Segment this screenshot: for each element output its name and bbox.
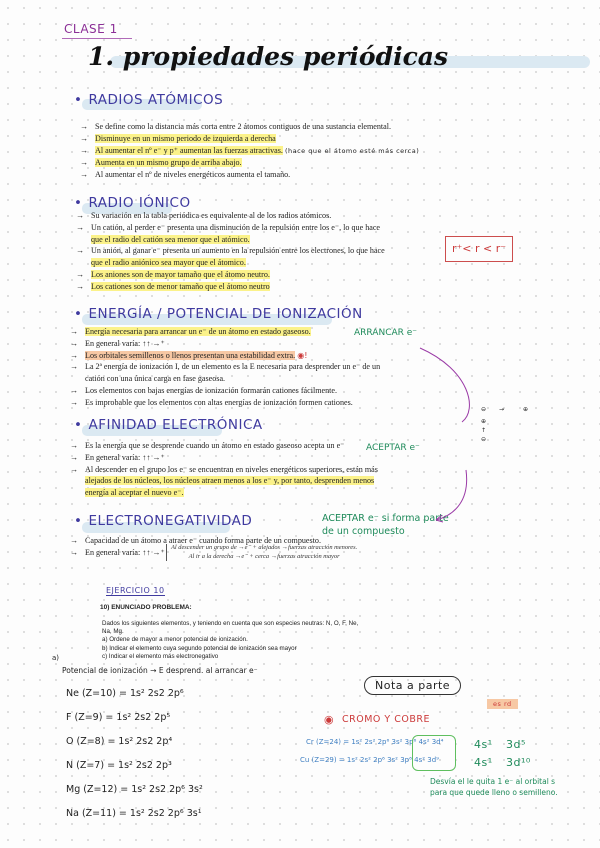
list-item: → Al descender en el grupo los e⁻ se encuentran en niveles energéticos superiores, están más: [70, 464, 378, 474]
cu-result-3d: 3d¹⁰: [506, 756, 531, 769]
list-item-text: energía al aceptar el nuevo e⁻.: [85, 488, 184, 498]
bracket-line: Al descender un grupo de →e⁻ + alejados →fuerzas atracción menores.: [171, 544, 358, 551]
cr-config: Cr (Z=24) = 1s² 2s² 2p⁶ 3s² 3p⁶ 4s² 3d⁴: [306, 738, 444, 746]
cu-config: Cu (Z=29) = 1s² 2s² 2p⁶ 3s² 3p⁶ 4s² 3d⁹: [300, 756, 439, 764]
config-line: O (Z=8) = 1s² 2s2 2p⁴: [66, 736, 173, 747]
list-item-text: Se define como la distancia más corta entre 2 átomos contiguos de una sustancia elemental.: [95, 122, 391, 131]
config-line: Ne (Z=10) = 1s² 2s2 2p⁶: [66, 688, 184, 699]
statement-line: a) Ordene de mayor a menor potencial de ionización.: [102, 636, 248, 644]
cr-result-3d: 3d⁵: [506, 738, 526, 751]
side-note-arrancar: ARRANCAR e⁻: [354, 328, 418, 338]
part-label: a): [52, 654, 60, 662]
config-line: Mg (Z=12) = 1s² 2s2 2p⁶ 3s²: [66, 784, 203, 795]
list-item: → Los aniones son de mayor tamaño que el átomo neutro.: [76, 269, 270, 279]
exercise-statement: [102, 620, 358, 661]
list-item: → Es improbable que los elementos con altas energías de ionización formen cationes.: [70, 397, 353, 407]
list-item-text: catión con una única carga en fase gaseosa.: [85, 374, 226, 384]
list-item-text: Los orbitales semillenos o llenos presentan una estabilidad extra.: [85, 350, 296, 360]
arrow-up-icon: ↑: [481, 427, 487, 434]
heading-electroneg-text: ELECTRONEGATIVIDAD: [88, 513, 253, 529]
list-item: → Capacidad de un átomo a atraer e⁻ cuando forma parte de un compuesto.: [70, 536, 321, 545]
heading-ionico: • RADIO IÓNICO: [74, 195, 191, 211]
minus-sign-icon: ⊖: [481, 436, 487, 443]
list-item-text: Al aumentar el nº de niveles energéticos aumenta el tamaño.: [95, 170, 291, 180]
statement-line: b) Indicar el elemento cuya segundo potencial de ionización sea mayor: [102, 644, 297, 652]
class-label: CLASE 1: [64, 22, 118, 36]
list-item-text: Aumenta en un mismo grupo de arriba abajo.: [95, 158, 242, 168]
list-item: → Disminuye en un mismo periodo de izquierda a derecha: [80, 133, 276, 143]
exercise-label: EJERCICIO 10: [106, 586, 165, 595]
cu-result-4s: 4s¹: [474, 756, 493, 769]
curved-arrow-ionizacion: [420, 348, 469, 422]
side-note-aceptar: ACEPTAR e⁻: [366, 443, 420, 453]
list-item-text: Es la energía que se desprende cuando un átomo en estado gaseoso acepta un e⁻: [85, 441, 345, 450]
list-item: → Un anión, al ganar e⁻ presenta un aumento en la repulsión entre los electrones, lo que hace: [76, 246, 385, 256]
list-item: → Se define como la distancia más corta entre 2 átomos contiguos de una sustancia elemental.: [80, 122, 391, 131]
list-item-text: Un catión, al perder e⁻ presenta una disminución de la repulsión entre los e⁻, lo que hace: [91, 222, 381, 232]
heading-radios-text: RADIOS ATÓMICOS: [88, 92, 224, 108]
config-line: F (Z=9) = 1s² 2s2 2p⁵: [66, 712, 171, 723]
arrow-right-icon: →: [499, 406, 505, 413]
heading-radios: • RADIOS ATÓMICOS: [74, 92, 224, 108]
list-item-text: Capacidad de un átomo a atraer e⁻ cuando forma parte de un compuesto.: [85, 536, 321, 545]
list-item: → En general varía: ↑↑ →⁺: [70, 338, 165, 348]
list-item: → Su variación en la tabla periódica es equivalente al de los radios atómicos.: [76, 211, 332, 220]
electron-configs: [66, 682, 203, 826]
eye-warning-icon: ◉!: [297, 349, 308, 360]
statement-line: Na, Mg.: [102, 628, 124, 636]
heading-electroneg: • ELECTRONEGATIVIDAD: [74, 513, 253, 529]
note-tag: es rd: [487, 699, 518, 709]
list-item-text: Al descender en el grupo los e⁻ se encuentran en niveles energéticos superiores, están más: [85, 464, 378, 474]
ionic-radius-formula-box: r⁺< r < r⁻: [445, 236, 513, 262]
list-item-text: En general varía: ↑↑ →⁺: [85, 338, 165, 348]
list-item-text: En general varía: ↑↑ →⁺: [85, 452, 165, 462]
statement-line: Dados los siguientes elementos, y teniendo en cuenta que son especies neutras: N, O, F, Ne,: [102, 620, 359, 627]
list-item-text: La 2ª energía de ionización I, de un elemento es la E necesaria para desprender un e⁻ de un: [85, 362, 381, 372]
list-item-text: Los cationes son de menor tamaño que el átomo neutro: [91, 281, 270, 291]
list-item-text: Es improbable que los elementos con altas energías de ionización formen cationes.: [85, 397, 353, 407]
exercise-title: 10) ENUNCIADO PROBLEMA:: [100, 604, 192, 611]
heading-afinidad-text: AFINIDAD ELECTRÓNICA: [88, 417, 263, 433]
plus-sign-icon: ⊕: [523, 406, 529, 413]
heading-ionizacion-text: ENERGÍA / POTENCIAL DE IONIZACIÓN: [88, 306, 363, 322]
heading-afinidad: • AFINIDAD ELECTRÓNICA: [74, 417, 263, 433]
statement-line: c) Indicar el elemento más electronegativo: [102, 652, 219, 660]
config-line: N (Z=7) = 1s² 2s2 2p³: [66, 760, 172, 771]
radios-note: (hace que el átomo esté más cerca): [284, 146, 420, 155]
list-item: → Aumenta en un mismo grupo de arriba abajo.: [80, 158, 242, 168]
list-item-text: que el radio aniónico sea mayor que el átomico.: [91, 258, 246, 268]
list-item: → Al aumentar el nº e⁻ y p⁺ aumentan las fuerzas atractivas. (hace que el átomo esté más cerca): [80, 145, 420, 155]
list-item-text: Disminuye en un mismo periodo de izquierda a derecha: [95, 133, 276, 143]
cr-result-4s: 4s¹: [474, 738, 493, 751]
list-item: → En general varía: ↑↑ →⁺: [70, 452, 165, 462]
list-item-text: Los aniones son de mayor tamaño que el átomo neutro.: [91, 269, 270, 279]
list-item: → Energía necesaria para arrancar un e⁻ de un átomo en estado gaseoso.: [70, 327, 311, 336]
list-item-text: En general varía: ↑↑ →⁺: [85, 547, 165, 557]
minus-sign-icon: ⊖: [481, 406, 487, 413]
list-item-text: Un anión, al ganar e⁻ presenta un aumento en la repulsión entre los electrones, lo que hace: [91, 246, 385, 256]
config-highlight-box: [412, 735, 456, 771]
note-heading: Nota a parte: [364, 676, 461, 695]
list-item-text: Energía necesaria para arrancar un e⁻ de un átomo en estado gaseoso.: [85, 327, 311, 336]
config-line: Na (Z=11) = 1s² 2s2 2p⁶ 3s¹: [66, 808, 202, 819]
list-item: → Los orbitales semillenos o llenos presentan una estabilidad extra. ◉!: [70, 349, 308, 360]
list-item-text: alejados de los núcleos, los núcleos atraen menos a los e⁻ y, por tanto, desprenden menos: [85, 476, 375, 486]
curved-arrow-electroneg: [436, 470, 467, 520]
page-title: 1. propiedades periódicas: [88, 42, 449, 71]
list-item-text: que el radio del catión sea menor que el atómico.: [91, 234, 250, 244]
heading-ionico-text: RADIO IÓNICO: [88, 195, 191, 211]
eye-icon: ◉: [324, 713, 334, 726]
list-item: → La 2ª energía de ionización I, de un elemento es la E necesaria para desprender un e⁻ de un: [70, 362, 381, 372]
list-item: → En general varía: ↑↑ →⁺: [70, 547, 165, 557]
plus-sign-icon: ⊕: [481, 418, 487, 425]
list-item: → Al aumentar el nº de niveles energéticos aumenta el tamaño.: [80, 170, 291, 180]
list-item: → Es la energía que se desprende cuando un átomo en estado gaseoso acepta un e⁻: [70, 441, 345, 450]
list-item: → Los cationes son de menor tamaño que el átomo neutro: [76, 281, 270, 291]
list-item: → Un catión, al perder e⁻ presenta una disminución de la repulsión entre los e⁻, lo que hace: [76, 222, 381, 232]
bracket-line: Al ir a la derecha →e⁻ + cerca →fuerzas atracción mayor: [188, 552, 340, 560]
potencial-definition: Potencial de ionización → E desprend. al arrancar e⁻: [62, 666, 258, 675]
list-item: → Los elementos con bajas energías de ionización formarán cationes fácilmente.: [70, 385, 338, 395]
note-subtitle: CROMO Y COBRE: [342, 714, 430, 725]
list-item-text: Al aumentar el nº e⁻ y p⁺ aumentan las fuerzas atractivas.: [95, 145, 283, 155]
heading-ionizacion: • ENERGÍA / POTENCIAL DE IONIZACIÓN: [74, 306, 363, 322]
list-item-text: Su variación en la tabla periódica es equivalente al de los radios atómicos.: [91, 211, 332, 220]
side-note-aceptar-compuesto: ACEPTAR e⁻ si forma parte de un compuesto: [322, 513, 449, 537]
list-item-text: Los elementos con bajas energías de ionización formarán cationes fácilmente.: [85, 385, 338, 395]
green-explanation: Desvía el le quita 1 e⁻ al orbital s para que quede lleno o semilleno.: [430, 777, 558, 797]
